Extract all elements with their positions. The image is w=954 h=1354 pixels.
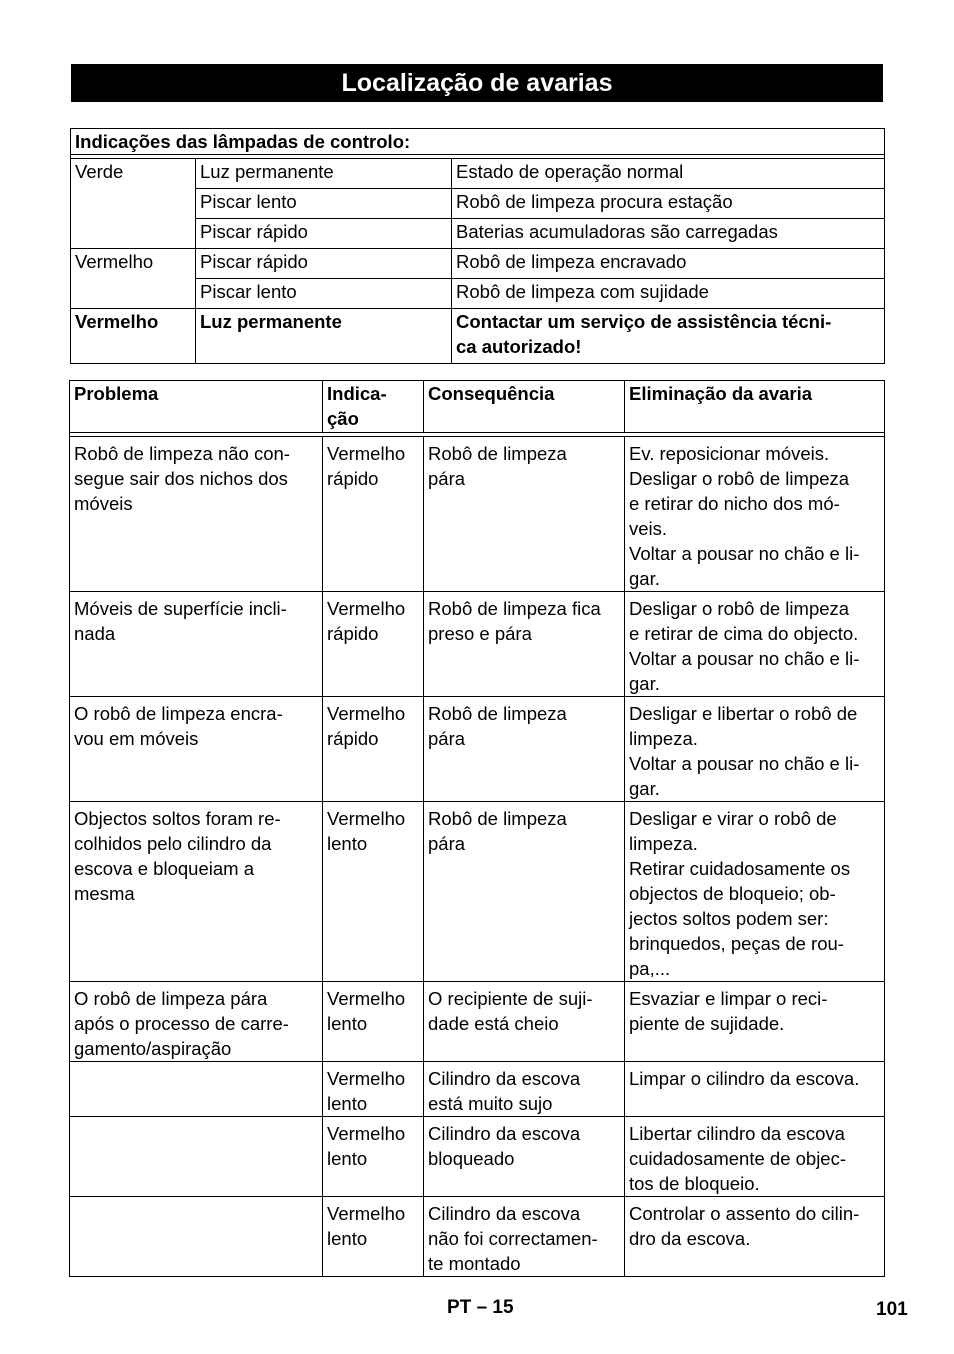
lamp-meaning: Robô de limpeza encravado [452,249,885,279]
remedy-cell: Ev. reposicionar móveis. Desligar o robô de limpeza e retirar do nicho dos mó- veis. Voltar a pousar no chão e li- gar. [625,437,885,592]
fault-table [69,380,885,1277]
lamp-meaning: Estado de operação normal [452,159,885,189]
problem-cell: Objectos soltos foram re- colhidos pelo cilindro da escova e bloqueiam a mesma [70,802,323,982]
consequence-cell: Cilindro da escova está muito sujo [424,1062,625,1117]
lamp-mode: Piscar rápido [196,219,452,249]
footer-language: PT [447,1297,472,1318]
lamp-mode: Piscar lento [196,279,452,309]
problem-cell: Móveis de superfície incli- nada [70,592,323,697]
problem-cell [70,1197,323,1277]
indication-cell: Vermelho rápido [323,437,424,592]
table-row [70,982,885,1062]
indication-cell: Vermelho lento [323,1062,424,1117]
remedy-cell: Desligar e libertar o robô de limpeza. Voltar a pousar no chão e li- gar. [625,697,885,802]
remedy-cell: Limpar o cilindro da escova. [625,1062,885,1117]
lamp-color: Vermelho [71,249,196,309]
table-row [70,1117,885,1197]
consequence-cell: Robô de limpeza fica preso e pára [424,592,625,697]
lamp-mode: Piscar lento [196,189,452,219]
indication-cell: Vermelho lento [323,1117,424,1197]
remedy-cell: Controlar o assento do cilin- dro da escova. [625,1197,885,1277]
lamp-color: Vermelho [71,309,196,364]
indication-cell: Vermelho rápido [323,697,424,802]
indication-cell: Vermelho lento [323,802,424,982]
problem-cell: Robô de limpeza não con- segue sair dos nichos dos móveis [70,437,323,592]
consequence-cell: Robô de limpeza pára [424,697,625,802]
lamp-meaning: Contactar um serviço de assistência técni- ca autorizado! [452,309,885,364]
page-number: 101 [876,1299,908,1320]
consequence-cell: Robô de limpeza pára [424,437,625,592]
indication-cell: Vermelho rápido [323,592,424,697]
consequence-cell: Robô de limpeza pára [424,802,625,982]
lamp-mode: Luz permanente [196,159,452,189]
consequence-cell: Cilindro da escova não foi correctamen- te montado [424,1197,625,1277]
consequence-cell: O recipiente de suji- dade está cheio [424,982,625,1062]
lamp-meaning: Baterias acumuladoras são carregadas [452,219,885,249]
table-row [70,437,885,592]
problem-cell [70,1117,323,1197]
header-remedy: Eliminação da avaria [625,381,885,433]
lamp-meaning: Robô de limpeza procura estação [452,189,885,219]
footer-section-page: – 15 [476,1297,514,1318]
problem-cell: O robô de limpeza encra- vou em móveis [70,697,323,802]
indication-cell: Vermelho lento [323,982,424,1062]
problem-cell: O robô de limpeza pára após o processo de carre- gamento/aspiração [70,982,323,1062]
lamps-table-header: Indicações das lâmpadas de controlo: [71,129,885,155]
table-row [70,592,885,697]
table-row [70,1062,885,1117]
table-row [70,697,885,802]
lamp-meaning: Robô de limpeza com sujidade [452,279,885,309]
remedy-cell: Libertar cilindro da escova cuidadosamente de objec- tos de bloqueio. [625,1117,885,1197]
header-indication: Indica- ção [323,381,424,433]
lamp-color: Verde [71,159,196,249]
page-title: Localização de avarias [71,64,883,102]
remedy-cell: Desligar o robô de limpeza e retirar de cima do objecto. Voltar a pousar no chão e li- gar. [625,592,885,697]
lamp-mode: Piscar rápido [196,249,452,279]
indication-cell: Vermelho lento [323,1197,424,1277]
remedy-cell: Esvaziar e limpar o reci- piente de sujidade. [625,982,885,1062]
problem-cell [70,1062,323,1117]
table-row [70,1197,885,1277]
table-row [70,802,885,982]
footer-language-page [447,1297,514,1319]
remedy-cell: Desligar e virar o robô de limpeza. Retirar cuidadosamente os objectos de bloqueio; ob- jectos soltos podem ser: brinquedos, peças de rou- pa,... [625,802,885,982]
consequence-cell: Cilindro da escova bloqueado [424,1117,625,1197]
lamp-mode: Luz permanente [196,309,452,364]
header-consequence: Consequência [424,381,625,433]
control-lamps-table [70,128,885,364]
header-problem: Problema [70,381,323,433]
